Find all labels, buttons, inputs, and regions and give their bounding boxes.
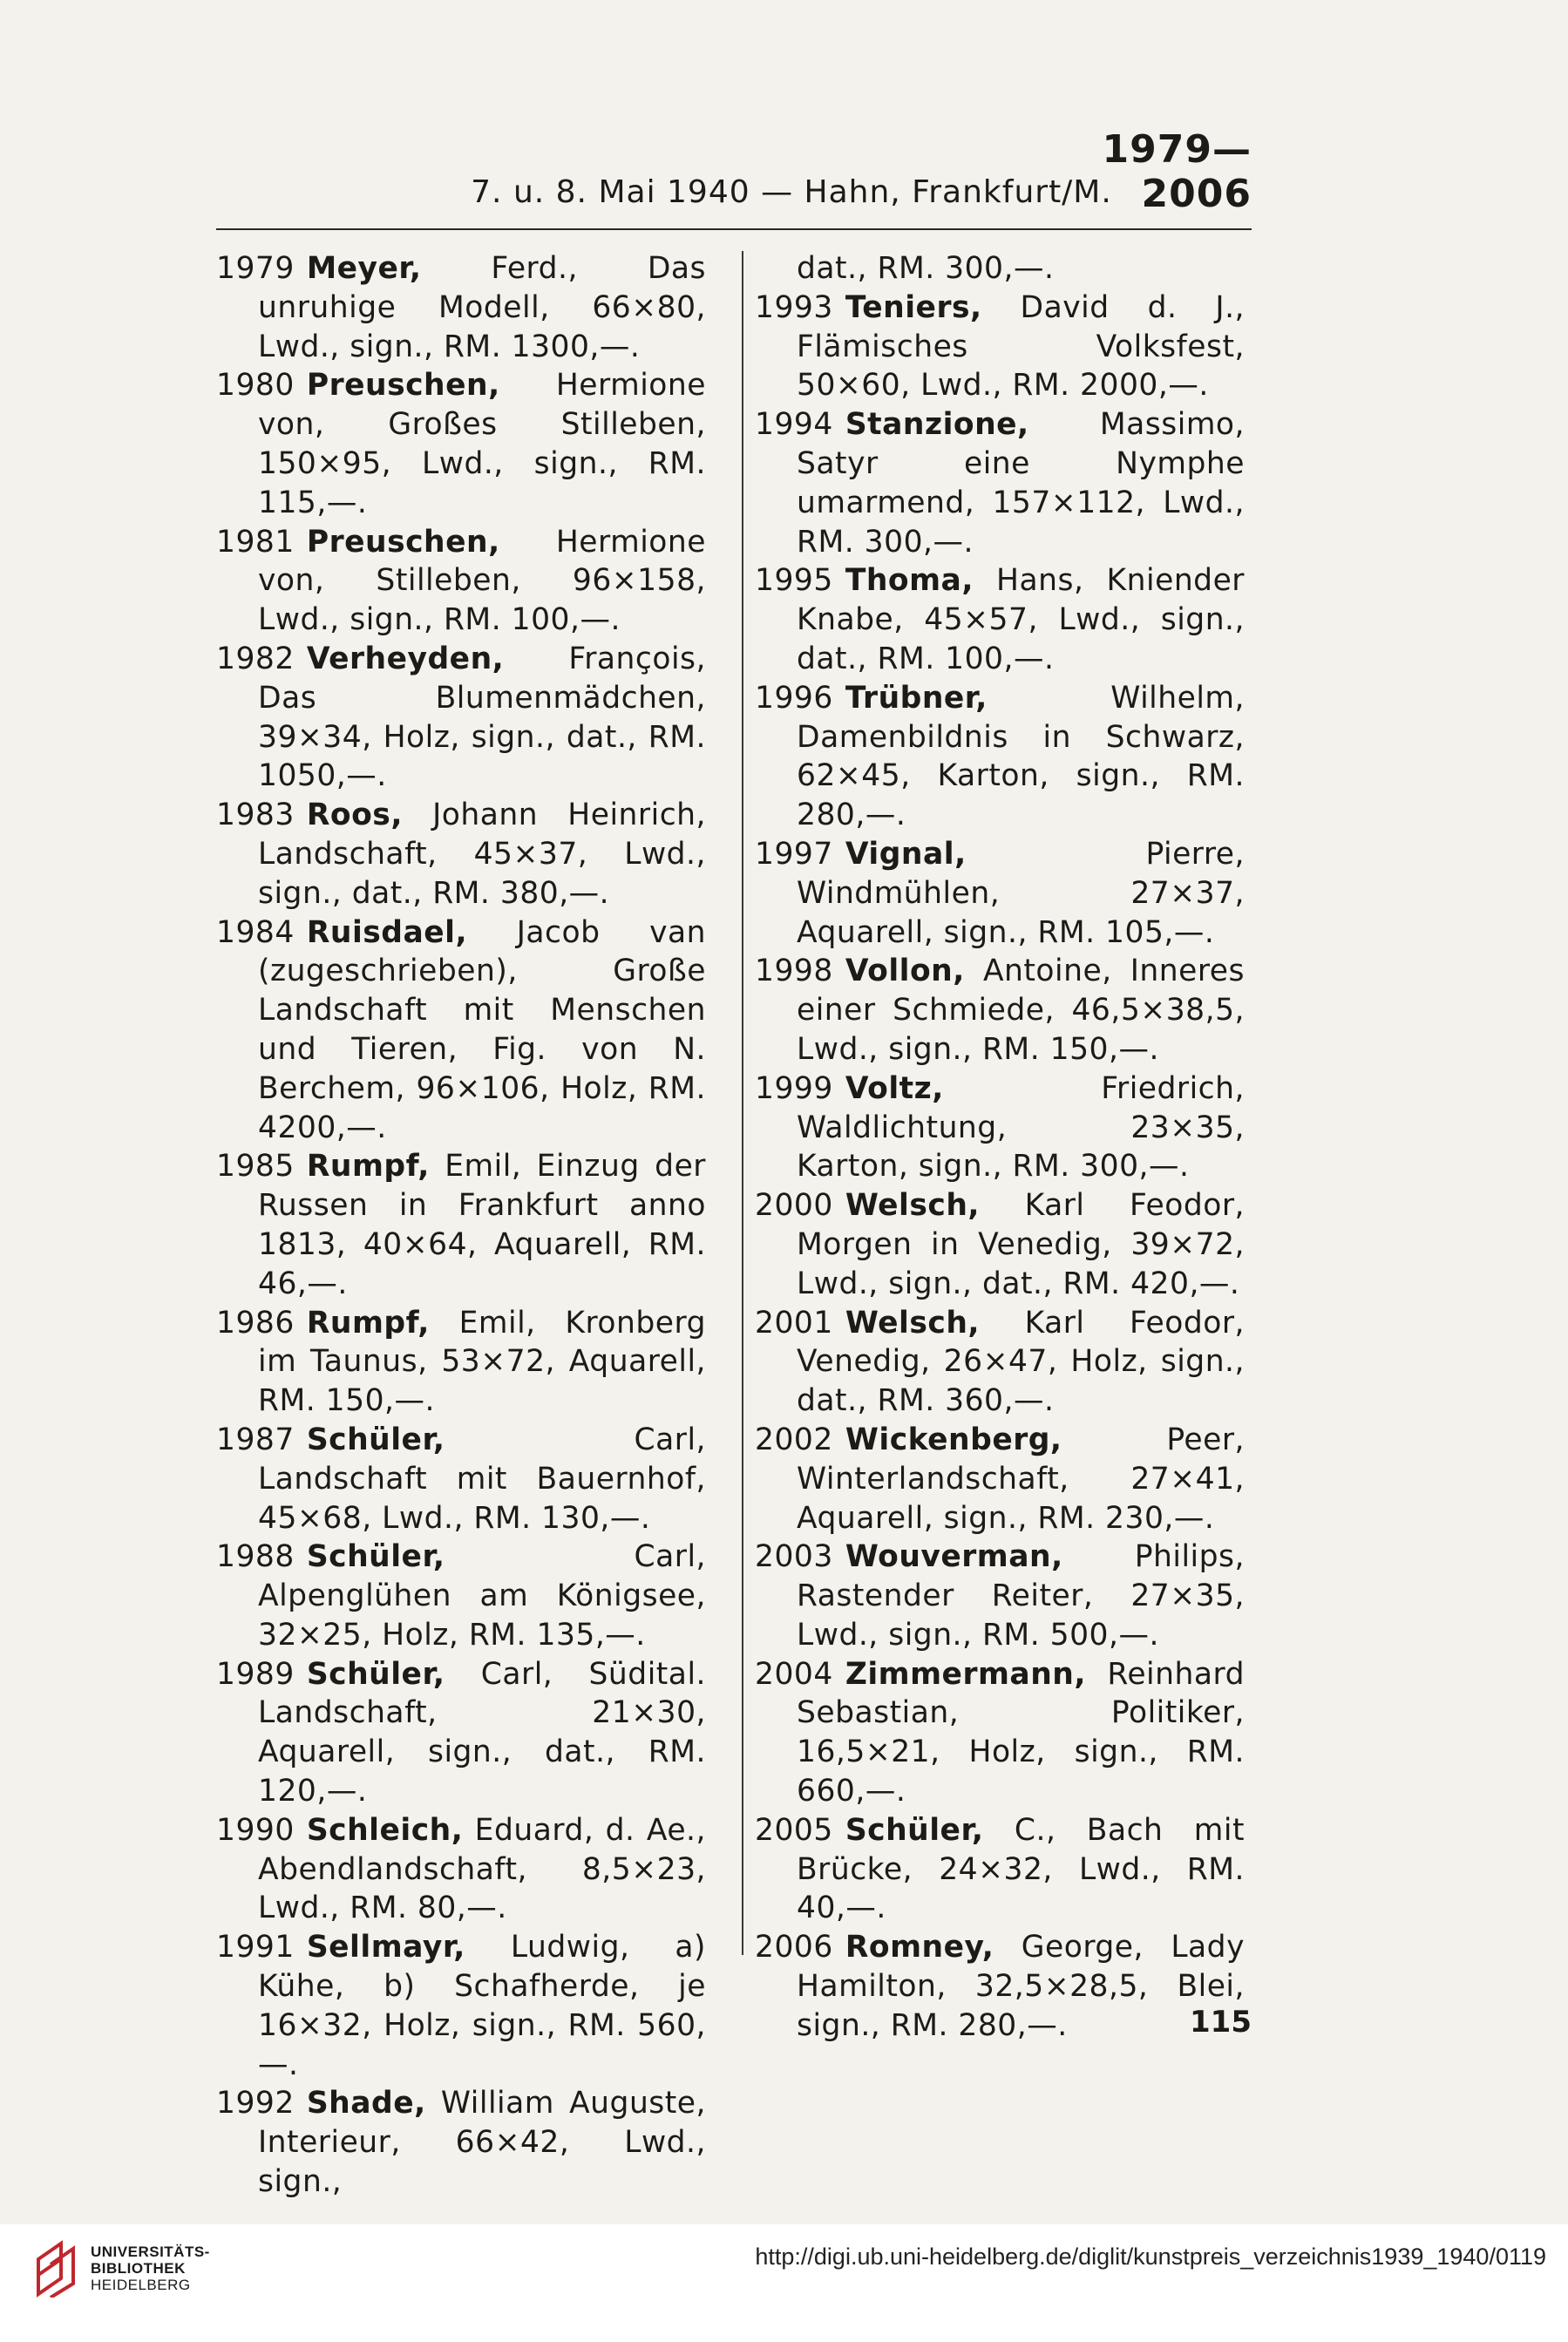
lot-number: 1982 xyxy=(216,641,295,676)
artist-name: Schleich, xyxy=(306,1812,464,1848)
lot-description: Hermione von, Stilleben, 96×158, Lwd., sign., RM. 100,—. xyxy=(258,524,706,638)
lot-number: 1981 xyxy=(216,524,295,560)
catalog-entry xyxy=(755,1069,1245,1186)
lot-number: 1992 xyxy=(216,2086,295,2121)
catalog-entry xyxy=(216,913,706,1148)
lot-number: 1984 xyxy=(216,914,295,950)
artist-name: Welsch, xyxy=(845,1305,981,1341)
artist-name: Schüler, xyxy=(306,1539,445,1575)
artist-name: Schüler, xyxy=(306,1422,445,1457)
artist-name: Shade, xyxy=(306,2086,426,2121)
artist-name: Rumpf, xyxy=(306,1305,430,1341)
viewer-footer xyxy=(0,2224,1568,2342)
lot-description: Ferd., Das unruhige Modell, 66×80, Lwd., sign., RM. 1300,—. xyxy=(258,251,706,364)
catalog-entry xyxy=(755,1304,1245,1421)
artist-name: Meyer, xyxy=(306,251,422,286)
lot-description: Philips, Rastender Reiter, 27×35, Lwd., sign., RM. 500,—. xyxy=(797,1539,1245,1653)
lot-description: Emil, Einzug der Russen in Frankfurt anno 1813, 40×64, Aquarell, RM. 46,—. xyxy=(258,1149,706,1301)
artist-name: Preuschen, xyxy=(306,368,500,404)
catalog-entry xyxy=(755,405,1245,561)
left-column xyxy=(216,249,706,2202)
catalog-entry xyxy=(755,1421,1245,1538)
lot-number: 1999 xyxy=(755,1070,833,1106)
lot-number: 1993 xyxy=(755,289,833,325)
auction-subtitle: 7. u. 8. Mai 1940 — Hahn, Frankfurt/M. xyxy=(471,174,1112,210)
lot-number: 1987 xyxy=(216,1422,295,1457)
library-name-line1: UNIVERSITÄTS- xyxy=(91,2244,210,2260)
lot-number: 1994 xyxy=(755,407,833,443)
catalog-entry xyxy=(216,523,706,640)
lot-description: Antoine, Inneres einer Schmiede, 46,5×38,5, Lwd., sign., RM. 150,—. xyxy=(797,954,1246,1067)
lot-description: Massimo, Satyr eine Nymphe umarmend, 157×112, Lwd., RM. 300,—. xyxy=(797,407,1245,560)
artist-name: Stanzione, xyxy=(845,407,1029,443)
lot-number: 1995 xyxy=(755,563,833,599)
lot-number: 1996 xyxy=(755,680,833,716)
header-rule xyxy=(216,228,1252,230)
catalog-entry xyxy=(216,796,706,913)
lot-description: Ludwig, a) Kühe, b) Schafherde, je 16×32, Holz, sign., RM. 560,—. xyxy=(258,1930,706,2082)
catalog-entry xyxy=(755,561,1245,678)
lot-range: 1979—2006 xyxy=(1102,127,1252,216)
artist-name: Romney, xyxy=(845,1930,994,1965)
page-number: 115 xyxy=(1190,2005,1252,2040)
lot-number: 1989 xyxy=(216,1656,295,1692)
artist-name: Schüler, xyxy=(845,1812,984,1848)
lot-description: Friedrich, Waldlichtung, 23×35, Karton, sign., RM. 300,—. xyxy=(797,1070,1245,1185)
lot-number: 2005 xyxy=(755,1812,833,1848)
catalog-entry xyxy=(755,835,1245,952)
library-name-line3: HEIDELBERG xyxy=(91,2277,191,2293)
lot-number: 2006 xyxy=(755,1930,833,1965)
artist-name: Vollon, xyxy=(845,954,965,989)
catalog-entry xyxy=(216,1304,706,1421)
lot-number: 2000 xyxy=(755,1188,833,1224)
lot-number: 1985 xyxy=(216,1149,295,1185)
lot-description: Karl Feodor, Morgen in Venedig, 39×72, Lwd., sign., dat., RM. 420,—. xyxy=(797,1188,1246,1301)
artist-name: Sellmayr, xyxy=(306,1930,465,1965)
lot-description: Carl, Südital. Landschaft, 21×30, Aquarell, sign., dat., RM. 120,—. xyxy=(258,1656,707,1809)
catalog-entry xyxy=(216,366,706,522)
lot-description: Reinhard Sebastian, Politiker, 16,5×21, Holz, sign., RM. 660,—. xyxy=(797,1656,1245,1809)
lot-number: 1979 xyxy=(216,251,295,286)
catalog-entry xyxy=(755,289,1245,405)
artist-name: Zimmermann, xyxy=(845,1656,1086,1692)
artist-name: Welsch, xyxy=(845,1188,981,1224)
artist-name: Rumpf, xyxy=(306,1149,430,1185)
catalog-entry xyxy=(755,1538,1245,1654)
lot-number: 1991 xyxy=(216,1930,295,1965)
artist-name: Wouverman, xyxy=(845,1539,1063,1575)
catalog-entry xyxy=(216,640,706,796)
catalog-entry xyxy=(755,1186,1245,1303)
lot-description: François, Das Blumenmädchen, 39×34, Holz, sign., dat., RM. 1050,—. xyxy=(258,641,706,794)
lot-number: 2003 xyxy=(755,1539,833,1575)
lot-description: Carl, Alpenglühen am Königsee, 32×25, Holz, RM. 135,—. xyxy=(258,1539,706,1653)
catalog-entry xyxy=(216,1811,706,1928)
source-url-link[interactable]: http://digi.ub.uni-heidelberg.de/diglit/kunstpreis_verzeichnis1939_1940/0119 xyxy=(755,2244,1546,2270)
lot-description: Johann Heinrich, Landschaft, 45×37, Lwd., sign., dat., RM. 380,—. xyxy=(258,798,706,911)
lot-number: 1988 xyxy=(216,1539,295,1575)
catalog-entry xyxy=(216,1655,706,1811)
lot-description: Carl, Landschaft mit Bauernhof, 45×68, Lwd., RM. 130,—. xyxy=(258,1422,706,1536)
lot-number: 1980 xyxy=(216,368,295,404)
lot-number: 1998 xyxy=(755,954,833,989)
artist-name: Voltz, xyxy=(845,1070,944,1106)
artist-name: Roos, xyxy=(306,798,403,833)
lot-number: 1990 xyxy=(216,1812,295,1848)
catalog-entry xyxy=(216,1928,706,2084)
lot-number: 1997 xyxy=(755,836,833,872)
lot-description: Hans, Kniender Knabe, 45×57, Lwd., sign., dat., RM. 100,—. xyxy=(797,563,1245,676)
artist-name: Wickenberg, xyxy=(845,1422,1062,1457)
lot-number: 1983 xyxy=(216,798,295,833)
catalog-entry xyxy=(216,1538,706,1654)
artist-name: Trübner, xyxy=(845,680,988,716)
artist-name: Preuschen, xyxy=(306,524,500,560)
catalog-entry xyxy=(755,1811,1245,1928)
lot-number: 2002 xyxy=(755,1422,833,1457)
continued-text: dat., RM. 300,—. xyxy=(797,251,1055,286)
lot-number: 2004 xyxy=(755,1656,833,1692)
library-name[interactable] xyxy=(91,2244,210,2293)
continued-entry xyxy=(755,249,1245,289)
lot-description: Jacob van (zugeschrieben), Große Landschaft mit Menschen und Tieren, Fig. von N. Berchem, 96×106, Holz, RM. 4200,—. xyxy=(258,914,707,1145)
artist-name: Thoma, xyxy=(845,563,974,599)
right-column xyxy=(755,249,1245,2046)
catalog-entry xyxy=(755,679,1245,835)
lot-description: Hermione von, Großes Stilleben, 150×95, Lwd., sign., RM. 115,—. xyxy=(258,368,706,520)
catalog-entry xyxy=(216,1421,706,1538)
lot-description: Eduard, d. Ae., Abendlandschaft, 8,5×23, Lwd., RM. 80,—. xyxy=(258,1812,706,1926)
catalog-entry xyxy=(755,1655,1245,1811)
lot-description: Pierre, Windmühlen, 27×37, Aquarell, sign., RM. 105,—. xyxy=(797,836,1245,950)
catalog-entry xyxy=(216,1147,706,1303)
catalog-entry xyxy=(216,249,706,366)
library-name-line2: BIBLIOTHEK xyxy=(91,2260,186,2277)
lot-description: William Auguste, Interieur, 66×42, Lwd., sign., xyxy=(258,2086,706,2200)
catalog-entry xyxy=(755,952,1245,1069)
lot-description: Wilhelm, Damenbildnis in Schwarz, 62×45, Karton, sign., RM. 280,—. xyxy=(797,680,1245,833)
lot-description: David d. J., Flämisches Volksfest, 50×60, Lwd., RM. 2000,—. xyxy=(797,289,1245,404)
artist-name: Vignal, xyxy=(845,836,967,872)
catalog-entry xyxy=(216,2084,706,2201)
lot-description: Karl Feodor, Venedig, 26×47, Holz, sign., dat., RM. 360,—. xyxy=(797,1305,1246,1419)
column-divider xyxy=(742,251,743,1955)
artist-name: Schüler, xyxy=(306,1656,445,1692)
artist-name: Teniers, xyxy=(845,289,982,325)
lot-description: George, Lady Hamilton, 32,5×28,5, Blei, sign., RM. 280,—. xyxy=(797,1930,1245,2043)
artist-name: Verheyden, xyxy=(306,641,505,676)
right-column-entries xyxy=(755,289,1245,2046)
lot-description: Peer, Winterlandschaft, 27×41, Aquarell, sign., RM. 230,—. xyxy=(797,1422,1245,1536)
artist-name: Ruisdael, xyxy=(306,914,468,950)
ub-heidelberg-logo-icon[interactable] xyxy=(35,2240,82,2298)
lot-number: 1986 xyxy=(216,1305,295,1341)
lot-number: 2001 xyxy=(755,1305,833,1341)
lot-description: C., Bach mit Brücke, 24×32, Lwd., RM. 40,—. xyxy=(797,1812,1246,1926)
lot-description: Emil, Kronberg im Taunus, 53×72, Aquarell, RM. 150,—. xyxy=(258,1305,707,1419)
